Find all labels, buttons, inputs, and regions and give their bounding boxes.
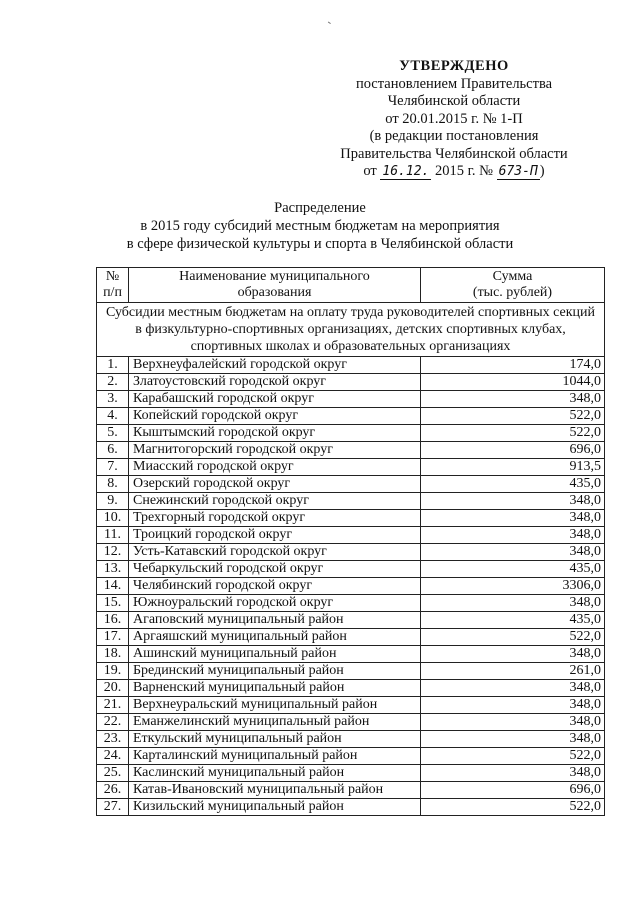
distribution-table (96, 267, 605, 816)
row-number: 20. (97, 680, 129, 697)
row-amount: 435,0 (421, 612, 605, 629)
row-number: 4. (97, 408, 129, 425)
handwritten-date: 16.12. (382, 164, 430, 179)
row-municipality: Магнитогорский городской округ (129, 442, 421, 459)
row-municipality: Кыштымский городской округ (129, 425, 421, 442)
row-number: 19. (97, 663, 129, 680)
table-row (97, 544, 605, 561)
row-municipality: Верхнеуфалейский городской округ (129, 357, 421, 374)
table-row (97, 374, 605, 391)
row-number: 12. (97, 544, 129, 561)
row-amount: 522,0 (421, 799, 605, 816)
handwritten-number: 673-П (498, 164, 538, 179)
table-row (97, 799, 605, 816)
row-number: 1. (97, 357, 129, 374)
row-municipality: Усть-Катавский городской округ (129, 544, 421, 561)
table-row (97, 493, 605, 510)
row-amount: 696,0 (421, 442, 605, 459)
row-number: 23. (97, 731, 129, 748)
row-amount: 348,0 (421, 493, 605, 510)
row-amount: 435,0 (421, 561, 605, 578)
table-row (97, 714, 605, 731)
row-number: 27. (97, 799, 129, 816)
section-row (97, 303, 605, 357)
row-number: 18. (97, 646, 129, 663)
table-row (97, 476, 605, 493)
row-municipality: Карталинский муниципальный район (129, 748, 421, 765)
row-municipality: Миасский городской округ (129, 459, 421, 476)
header-num (97, 268, 129, 303)
table-row (97, 561, 605, 578)
row-number: 7. (97, 459, 129, 476)
row-amount: 696,0 (421, 782, 605, 799)
row-amount: 522,0 (421, 629, 605, 646)
row-amount: 348,0 (421, 510, 605, 527)
table-row (97, 646, 605, 663)
approval-line: Правительства Челябинской области (340, 145, 568, 162)
row-amount: 348,0 (421, 680, 605, 697)
row-municipality: Чебаркульский городской округ (129, 561, 421, 578)
row-municipality: Кизильский муниципальный район (129, 799, 421, 816)
header-name-line: Наименование муниципального (179, 269, 370, 284)
title-line: в 2015 году субсидий местным бюджетам на мероприятия (140, 218, 500, 234)
table-row (97, 680, 605, 697)
row-municipality: Катав-Ивановский муниципальный район (129, 782, 421, 799)
title-line: в сфере физической культуры и спорта в Челябинской области (126, 236, 514, 252)
row-number: 10. (97, 510, 129, 527)
row-amount: 348,0 (421, 595, 605, 612)
table-row (97, 527, 605, 544)
row-number: 3. (97, 391, 129, 408)
date-year: 2015 г. № (434, 163, 494, 179)
table-row (97, 408, 605, 425)
row-number: 9. (97, 493, 129, 510)
header-name-line: образования (237, 285, 312, 300)
header-name (129, 268, 421, 303)
row-amount: 348,0 (421, 527, 605, 544)
row-amount: 522,0 (421, 748, 605, 765)
row-number: 25. (97, 765, 129, 782)
table-row (97, 578, 605, 595)
approval-date-line (320, 163, 588, 181)
row-number: 11. (97, 527, 129, 544)
row-amount: 522,0 (421, 408, 605, 425)
row-amount: 435,0 (421, 476, 605, 493)
row-municipality: Еманжелинский муниципальный район (129, 714, 421, 731)
date-prefix: от (363, 163, 377, 179)
table-row (97, 748, 605, 765)
approval-title: УТВЕРЖДЕНО (399, 58, 509, 74)
row-amount: 1044,0 (421, 374, 605, 391)
scan-mark (326, 22, 331, 27)
header-sum-line: (тыс. рублей) (472, 285, 553, 300)
row-amount: 522,0 (421, 425, 605, 442)
header-num-line: п/п (103, 285, 122, 300)
row-number: 16. (97, 612, 129, 629)
row-number: 17. (97, 629, 129, 646)
row-municipality: Копейский городской округ (129, 408, 421, 425)
approval-line: Челябинской области (387, 93, 521, 109)
row-amount: 348,0 (421, 391, 605, 408)
row-amount: 3306,0 (421, 578, 605, 595)
approval-line: от 20.01.2015 г. № 1-П (385, 110, 523, 127)
row-municipality: Троицкий городской округ (129, 527, 421, 544)
table-row (97, 391, 605, 408)
title-line: Распределение (274, 200, 366, 216)
row-municipality: Трехгорный городской округ (129, 510, 421, 527)
row-number: 2. (97, 374, 129, 391)
table-row (97, 697, 605, 714)
row-number: 22. (97, 714, 129, 731)
row-number: 24. (97, 748, 129, 765)
row-municipality: Карабашский городской округ (129, 391, 421, 408)
row-number: 8. (97, 476, 129, 493)
row-amount: 348,0 (421, 765, 605, 782)
row-amount: 261,0 (421, 663, 605, 680)
row-municipality: Брединский муниципальный район (129, 663, 421, 680)
row-municipality: Аргаяшский муниципальный район (129, 629, 421, 646)
row-number: 6. (97, 442, 129, 459)
row-municipality: Снежинский городской округ (129, 493, 421, 510)
approval-line: (в редакции постановления (369, 128, 539, 144)
row-number: 14. (97, 578, 129, 595)
table-row (97, 765, 605, 782)
row-number: 21. (97, 697, 129, 714)
row-amount: 174,0 (421, 357, 605, 374)
approval-block (320, 58, 588, 181)
row-municipality: Агаповский муниципальный район (129, 612, 421, 629)
row-amount: 348,0 (421, 731, 605, 748)
table-row (97, 425, 605, 442)
row-amount: 348,0 (421, 697, 605, 714)
table-header-row (97, 268, 605, 303)
row-number: 13. (97, 561, 129, 578)
approval-line: постановлением Правительства (355, 75, 553, 92)
header-sum (421, 268, 605, 303)
row-municipality: Верхнеуральский муниципальный район (129, 697, 421, 714)
row-municipality: Еткульский муниципальный район (129, 731, 421, 748)
row-number: 26. (97, 782, 129, 799)
row-municipality: Южноуральский городской округ (129, 595, 421, 612)
row-amount: 913,5 (421, 459, 605, 476)
row-municipality: Ашинский муниципальный район (129, 646, 421, 663)
document-title (80, 199, 560, 253)
row-number: 5. (97, 425, 129, 442)
table-row (97, 595, 605, 612)
table-row (97, 459, 605, 476)
row-municipality: Златоустовский городской округ (129, 374, 421, 391)
row-amount: 348,0 (421, 714, 605, 731)
table-row (97, 629, 605, 646)
table-row (97, 663, 605, 680)
table-row (97, 782, 605, 799)
row-municipality: Каслинский муниципальный район (129, 765, 421, 782)
row-municipality: Челябинский городской округ (129, 578, 421, 595)
row-amount: 348,0 (421, 544, 605, 561)
row-municipality: Варненский муниципальный район (129, 680, 421, 697)
table-row (97, 510, 605, 527)
header-num-line: № (105, 269, 120, 284)
table-row (97, 442, 605, 459)
table-row (97, 612, 605, 629)
table-row (97, 357, 605, 374)
row-amount: 348,0 (421, 646, 605, 663)
section-title: Субсидии местным бюджетам на оплату труда руководителей спортивных секций в физкультурно-спортивных организациях, детских спортивных клубах, спортивных школах и образовательных организациях (97, 303, 605, 357)
close-paren: ) (539, 163, 545, 179)
header-sum-line: Сумма (492, 269, 533, 284)
row-number: 15. (97, 595, 129, 612)
row-municipality: Озерский городской округ (129, 476, 421, 493)
table-row (97, 731, 605, 748)
